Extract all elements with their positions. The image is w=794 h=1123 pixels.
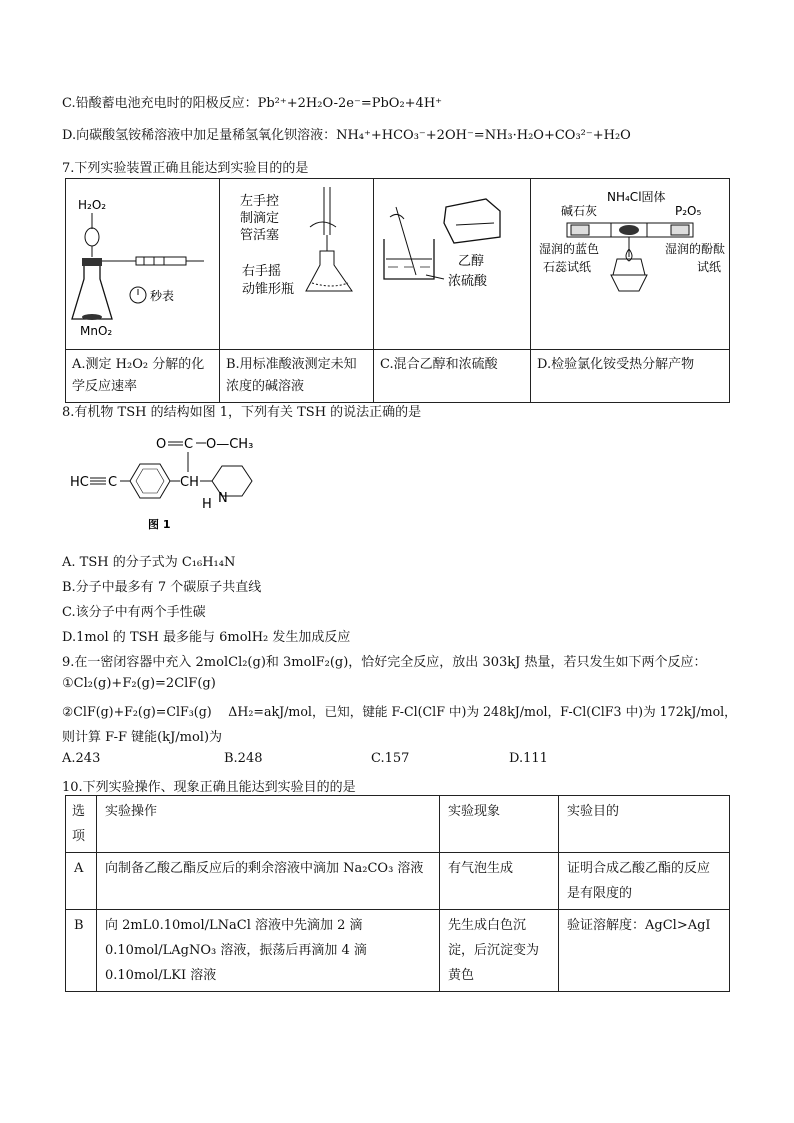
header-purpose: 实验目的 <box>559 796 730 853</box>
q7-figure-b <box>220 179 374 350</box>
q6-option-d: D.向碳酸氢铵稀溶液中加足量稀氢氧化钡溶液：NH₄⁺+HCO₃⁻+2OH⁻=NH₃·H₂O+CO₃²⁻+H₂O <box>62 128 631 143</box>
svg-text:C: C <box>184 437 194 452</box>
svg-text:湿润的酚酞: 湿润的酚酞 <box>665 242 726 256</box>
svg-text:湿润的蓝色: 湿润的蓝色 <box>539 242 600 256</box>
q9-ask: 则计算 F-F 键能(kJ/mol)为 <box>62 730 223 745</box>
q8-option-d: D.1mol 的 TSH 最多能与 6molH₂ 发生加成反应 <box>62 630 351 645</box>
mno2-label: MnO₂ <box>80 324 113 338</box>
svg-text:H: H <box>202 497 212 512</box>
q7-caption-b: B.用标准酸液测定未知浓度的碱溶液 <box>220 350 374 403</box>
q9-option-a: A.243 <box>62 751 101 766</box>
table-row: B 向 2mL0.10mol/LNaCl 溶液中先滴加 2 滴 0.10mol/LAgNO₃ 溶液，振荡后再滴加 4 滴 0.10mol/LKI 溶液 先生成白色沉淀，后沉淀变为黄色 验证溶解度：AgCl>AgI <box>66 910 730 992</box>
q7-figure-d <box>531 179 730 350</box>
svg-text:NH₄Cl固体: NH₄Cl固体 <box>607 190 666 204</box>
q8-option-a: A. TSH 的分子式为 C₁₆H₁₄N <box>62 555 236 570</box>
svg-text:CH: CH <box>180 475 199 490</box>
svg-text:管活塞: 管活塞 <box>240 228 280 243</box>
svg-text:浓硫酸: 浓硫酸 <box>448 274 488 289</box>
svg-text:碱石灰: 碱石灰 <box>561 204 598 218</box>
q7-figure-table <box>65 178 730 403</box>
table-header-row <box>66 796 730 853</box>
h2o2-label: H₂O₂ <box>78 198 107 212</box>
header-phenomenon: 实验现象 <box>440 796 559 853</box>
svg-text:动锥形瓶: 动锥形瓶 <box>242 282 295 297</box>
q7-caption-c: C.混合乙醇和浓硫酸 <box>374 350 531 403</box>
svg-text:O—CH₃: O—CH₃ <box>206 437 254 452</box>
q7-figure-c <box>374 179 531 350</box>
svg-text:试纸: 试纸 <box>697 260 722 274</box>
header-option: 选项 <box>66 796 97 853</box>
q10-stem: 10.下列实验操作、现象正确且能达到实验目的的是 <box>62 780 356 795</box>
svg-text:左手控: 左手控 <box>240 194 280 209</box>
q6-option-c: C.铅酸蓄电池充电时的阳极反应：Pb²⁺+2H₂O-2e⁻=PbO₂+4H⁺ <box>62 96 443 111</box>
header-operation: 实验操作 <box>97 796 440 853</box>
svg-text:图 1: 图 1 <box>148 518 171 531</box>
q9-option-d: D.111 <box>509 751 548 766</box>
q8-option-c: C.该分子中有两个手性碳 <box>62 605 206 620</box>
q10-table <box>65 795 730 992</box>
table-row: A 向制备乙酸乙酯反应后的剩余溶液中滴加 Na₂CO₃ 溶液 有气泡生成 证明合成乙酸乙酯的反应是有限度的 <box>66 853 730 910</box>
q9-option-c: C.157 <box>371 751 410 766</box>
svg-text:P₂O₅: P₂O₅ <box>675 204 702 218</box>
svg-text:制滴定: 制滴定 <box>240 211 280 226</box>
svg-text:右手摇: 右手摇 <box>242 264 282 279</box>
q9-reaction-2: ②ClF(g)+F₂(g)=ClF₃(g) ΔH₂=akJ/mol，已知，键能 F-Cl(ClF 中)为 248kJ/mol，F-Cl(ClF3 中)为 172kJ/mol， <box>62 704 737 719</box>
svg-text:石蕊试纸: 石蕊试纸 <box>543 260 592 274</box>
svg-text:乙醇: 乙醇 <box>458 254 485 269</box>
svg-text:O: O <box>156 437 167 452</box>
q8-option-b: B.分子中最多有 7 个碳原子共直线 <box>62 580 262 595</box>
q7-stem: 7.下列实验装置正确且能达到实验目的的是 <box>62 161 309 176</box>
tsh-structure-figure <box>66 428 286 540</box>
q7-figure-a <box>66 179 220 350</box>
q8-stem: 8.有机物 TSH 的结构如图 1，下列有关 TSH 的说法正确的是 <box>62 405 422 420</box>
q9-stem: 9.在一密闭容器中充入 2molCl₂(g)和 3molF₂(g)，恰好完全反应，放出 303kJ 热量，若只发生如下两个反应： <box>62 655 707 670</box>
q9-reaction-1: ①Cl₂(g)+F₂(g)=2ClF(g) <box>62 676 216 691</box>
q7-caption-a: A.测定 H₂O₂ 分解的化学反应速率 <box>66 350 220 403</box>
q9-option-b: B.248 <box>224 751 263 766</box>
svg-text:C: C <box>108 475 118 490</box>
svg-text:HC: HC <box>70 475 89 490</box>
svg-text:N: N <box>218 491 228 506</box>
q7-caption-d: D.检验氯化铵受热分解产物 <box>531 350 730 403</box>
stopwatch-label: 秒表 <box>150 289 175 303</box>
